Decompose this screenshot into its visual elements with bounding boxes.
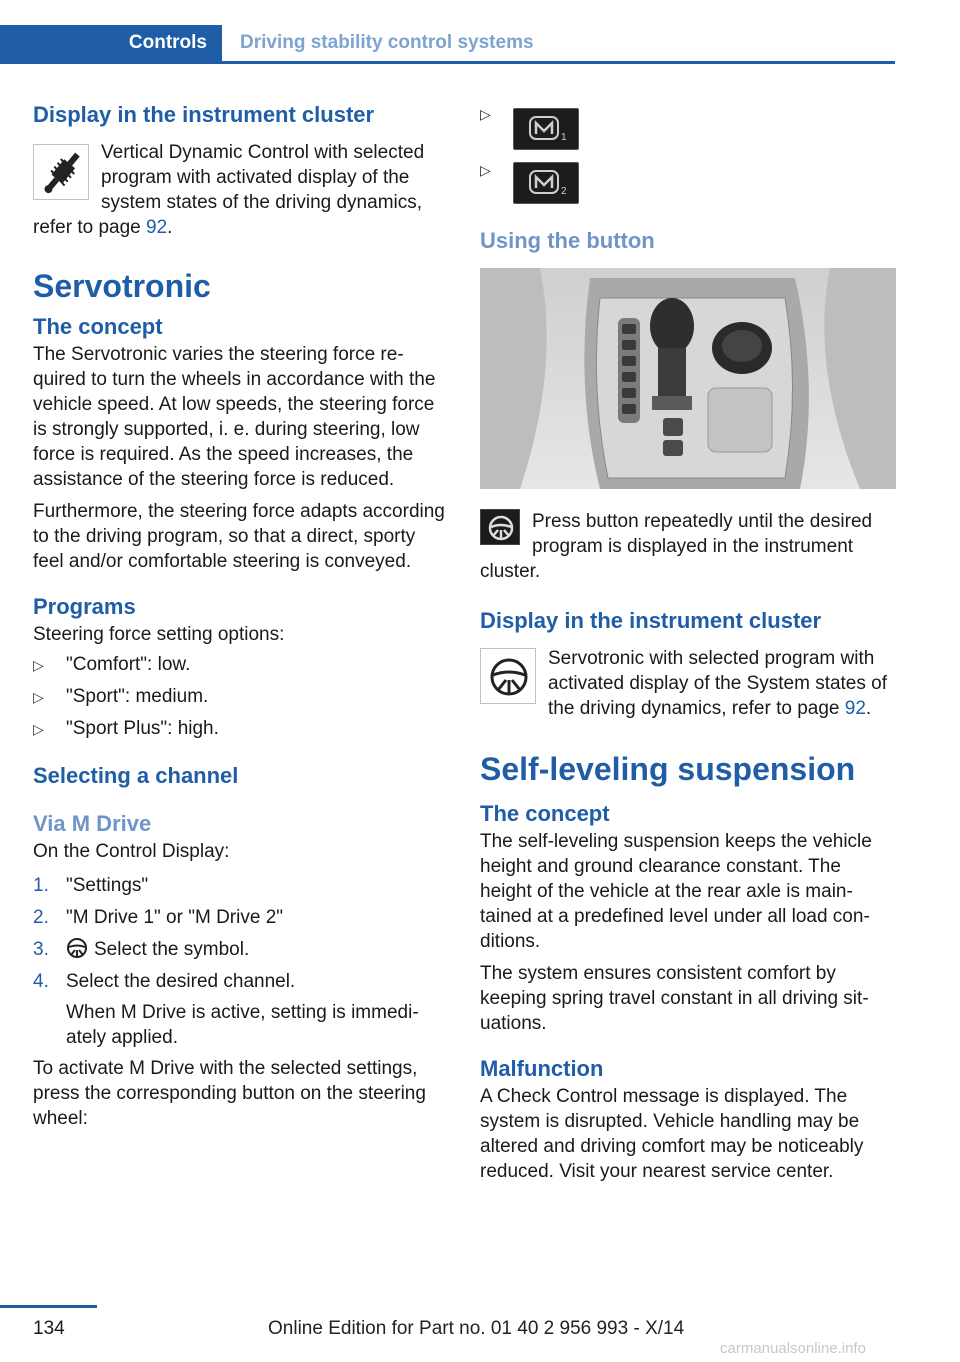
list-item: 1. "Settings" xyxy=(33,875,149,896)
servotronic-display-text: Servotronic with selected program with activated display of the System states of the driving dynamics, refer to page 92. xyxy=(548,648,888,719)
malfunction-heading: Malfunction xyxy=(480,1056,604,1081)
activate-text: To activate M Drive with the selected settings, press the corresponding button on the steering wheel: xyxy=(33,1058,426,1129)
using-button-heading: Using the button xyxy=(480,228,655,253)
vdc-display-block xyxy=(33,140,449,240)
programs-heading: Programs xyxy=(33,594,136,619)
programs-intro: Steering force setting options: xyxy=(33,624,285,645)
press-button-block xyxy=(480,509,896,584)
self-leveling-paragraph-1: The self-leveling suspension keeps the vehicle height and ground clearance constant. The height of the vehicle at the rear axle is maintained at a predefined level under all load conditions. xyxy=(480,831,872,952)
svg-text:1: 1 xyxy=(561,132,567,143)
programs-list xyxy=(33,649,449,745)
page-link[interactable]: 92 xyxy=(146,217,168,238)
concept-paragraph-1: The Servotronic varies the steering force required to turn the wheels in accordance with the vehicle speed. At low speeds, the steering force is strongly supported, i. e. during steering, low force is required. As the speed increases, the assistance of the steering force is reduced. xyxy=(33,344,436,490)
display-cluster-heading: Display in the instrument cluster xyxy=(33,102,375,127)
bullet-icon: ▷ xyxy=(33,689,44,705)
step4-note: When M Drive is active, setting is immediately applied. xyxy=(66,1002,419,1048)
mdrive-intro: On the Control Display: xyxy=(33,841,230,862)
m2-row xyxy=(480,154,896,212)
left-column xyxy=(33,100,449,1131)
header-topic[interactable]: Driving stability control systems xyxy=(240,32,534,53)
center-console-photo xyxy=(480,268,896,489)
svg-text:2: 2 xyxy=(561,186,567,197)
malfunction-text: A Check Control message is displayed. The system is disrupted. Vehicle handling may be altered and driving comfort may be noticeably reduced. Visit your nearest service center. xyxy=(480,1086,864,1182)
servotronic-display-block xyxy=(480,646,896,721)
m2-button-icon xyxy=(513,162,579,204)
concept-paragraph-2: Furthermore, the steering force adapts according to the driving program, so that a direct, sporty feel and/or comfortable steering is conveyed. xyxy=(33,501,445,572)
list-item: 3. Select the symbol. xyxy=(33,939,250,960)
list-item: ▷ "Sport": medium. xyxy=(33,681,449,713)
list-item: ▷ "Sport Plus": high. xyxy=(33,713,449,745)
page-header xyxy=(0,25,895,64)
m1-button-icon xyxy=(513,108,579,150)
display-cluster-heading-right: Display in the instrument cluster xyxy=(480,608,822,633)
shock-absorber-icon xyxy=(33,144,89,200)
steering-wheel-icon xyxy=(480,648,536,704)
press-button-text: Press button repeatedly until the desired program is displayed in the instrument cluster. xyxy=(480,511,873,582)
vdc-display-text: Vertical Dynamic Control with selected program with activated display of the system states of the driving dynamics, refer to page 92. xyxy=(33,142,425,238)
bullet-icon: ▷ xyxy=(480,162,491,178)
page-link[interactable]: 92 xyxy=(844,698,866,719)
steps-list xyxy=(33,870,449,998)
footer-edition: Online Edition for Part no. 01 40 2 956 993 - X/14 xyxy=(268,1318,685,1339)
steering-wheel-icon xyxy=(66,937,88,959)
concept-heading-right: The concept xyxy=(480,801,610,826)
footer-rule xyxy=(0,1305,97,1308)
selecting-channel-heading: Selecting a channel xyxy=(33,763,239,788)
self-leveling-title: Self-leveling suspension xyxy=(480,751,856,787)
right-column xyxy=(480,100,896,1184)
via-mdrive-heading: Via M Drive xyxy=(33,811,152,836)
header-section-tab[interactable]: Controls xyxy=(0,25,222,61)
bullet-icon: ▷ xyxy=(33,721,44,737)
servotronic-title: Servotronic xyxy=(33,268,211,304)
page-number: 134 xyxy=(33,1318,65,1339)
m1-row xyxy=(480,100,896,154)
list-item: 4. Select the desired channel. xyxy=(33,971,296,992)
steering-wheel-button-icon xyxy=(480,509,520,545)
list-item: ▷ "Comfort": low. xyxy=(33,649,449,681)
bullet-icon: ▷ xyxy=(480,106,491,122)
list-item: 2. "M Drive 1" or "M Drive 2" xyxy=(33,907,284,928)
self-leveling-paragraph-2: The system ensures consistent comfort by keeping spring travel constant in all driving situations. xyxy=(480,963,869,1034)
bullet-icon: ▷ xyxy=(33,657,44,673)
concept-heading: The concept xyxy=(33,314,163,339)
watermark: carmanualsonline.info xyxy=(720,1340,866,1357)
